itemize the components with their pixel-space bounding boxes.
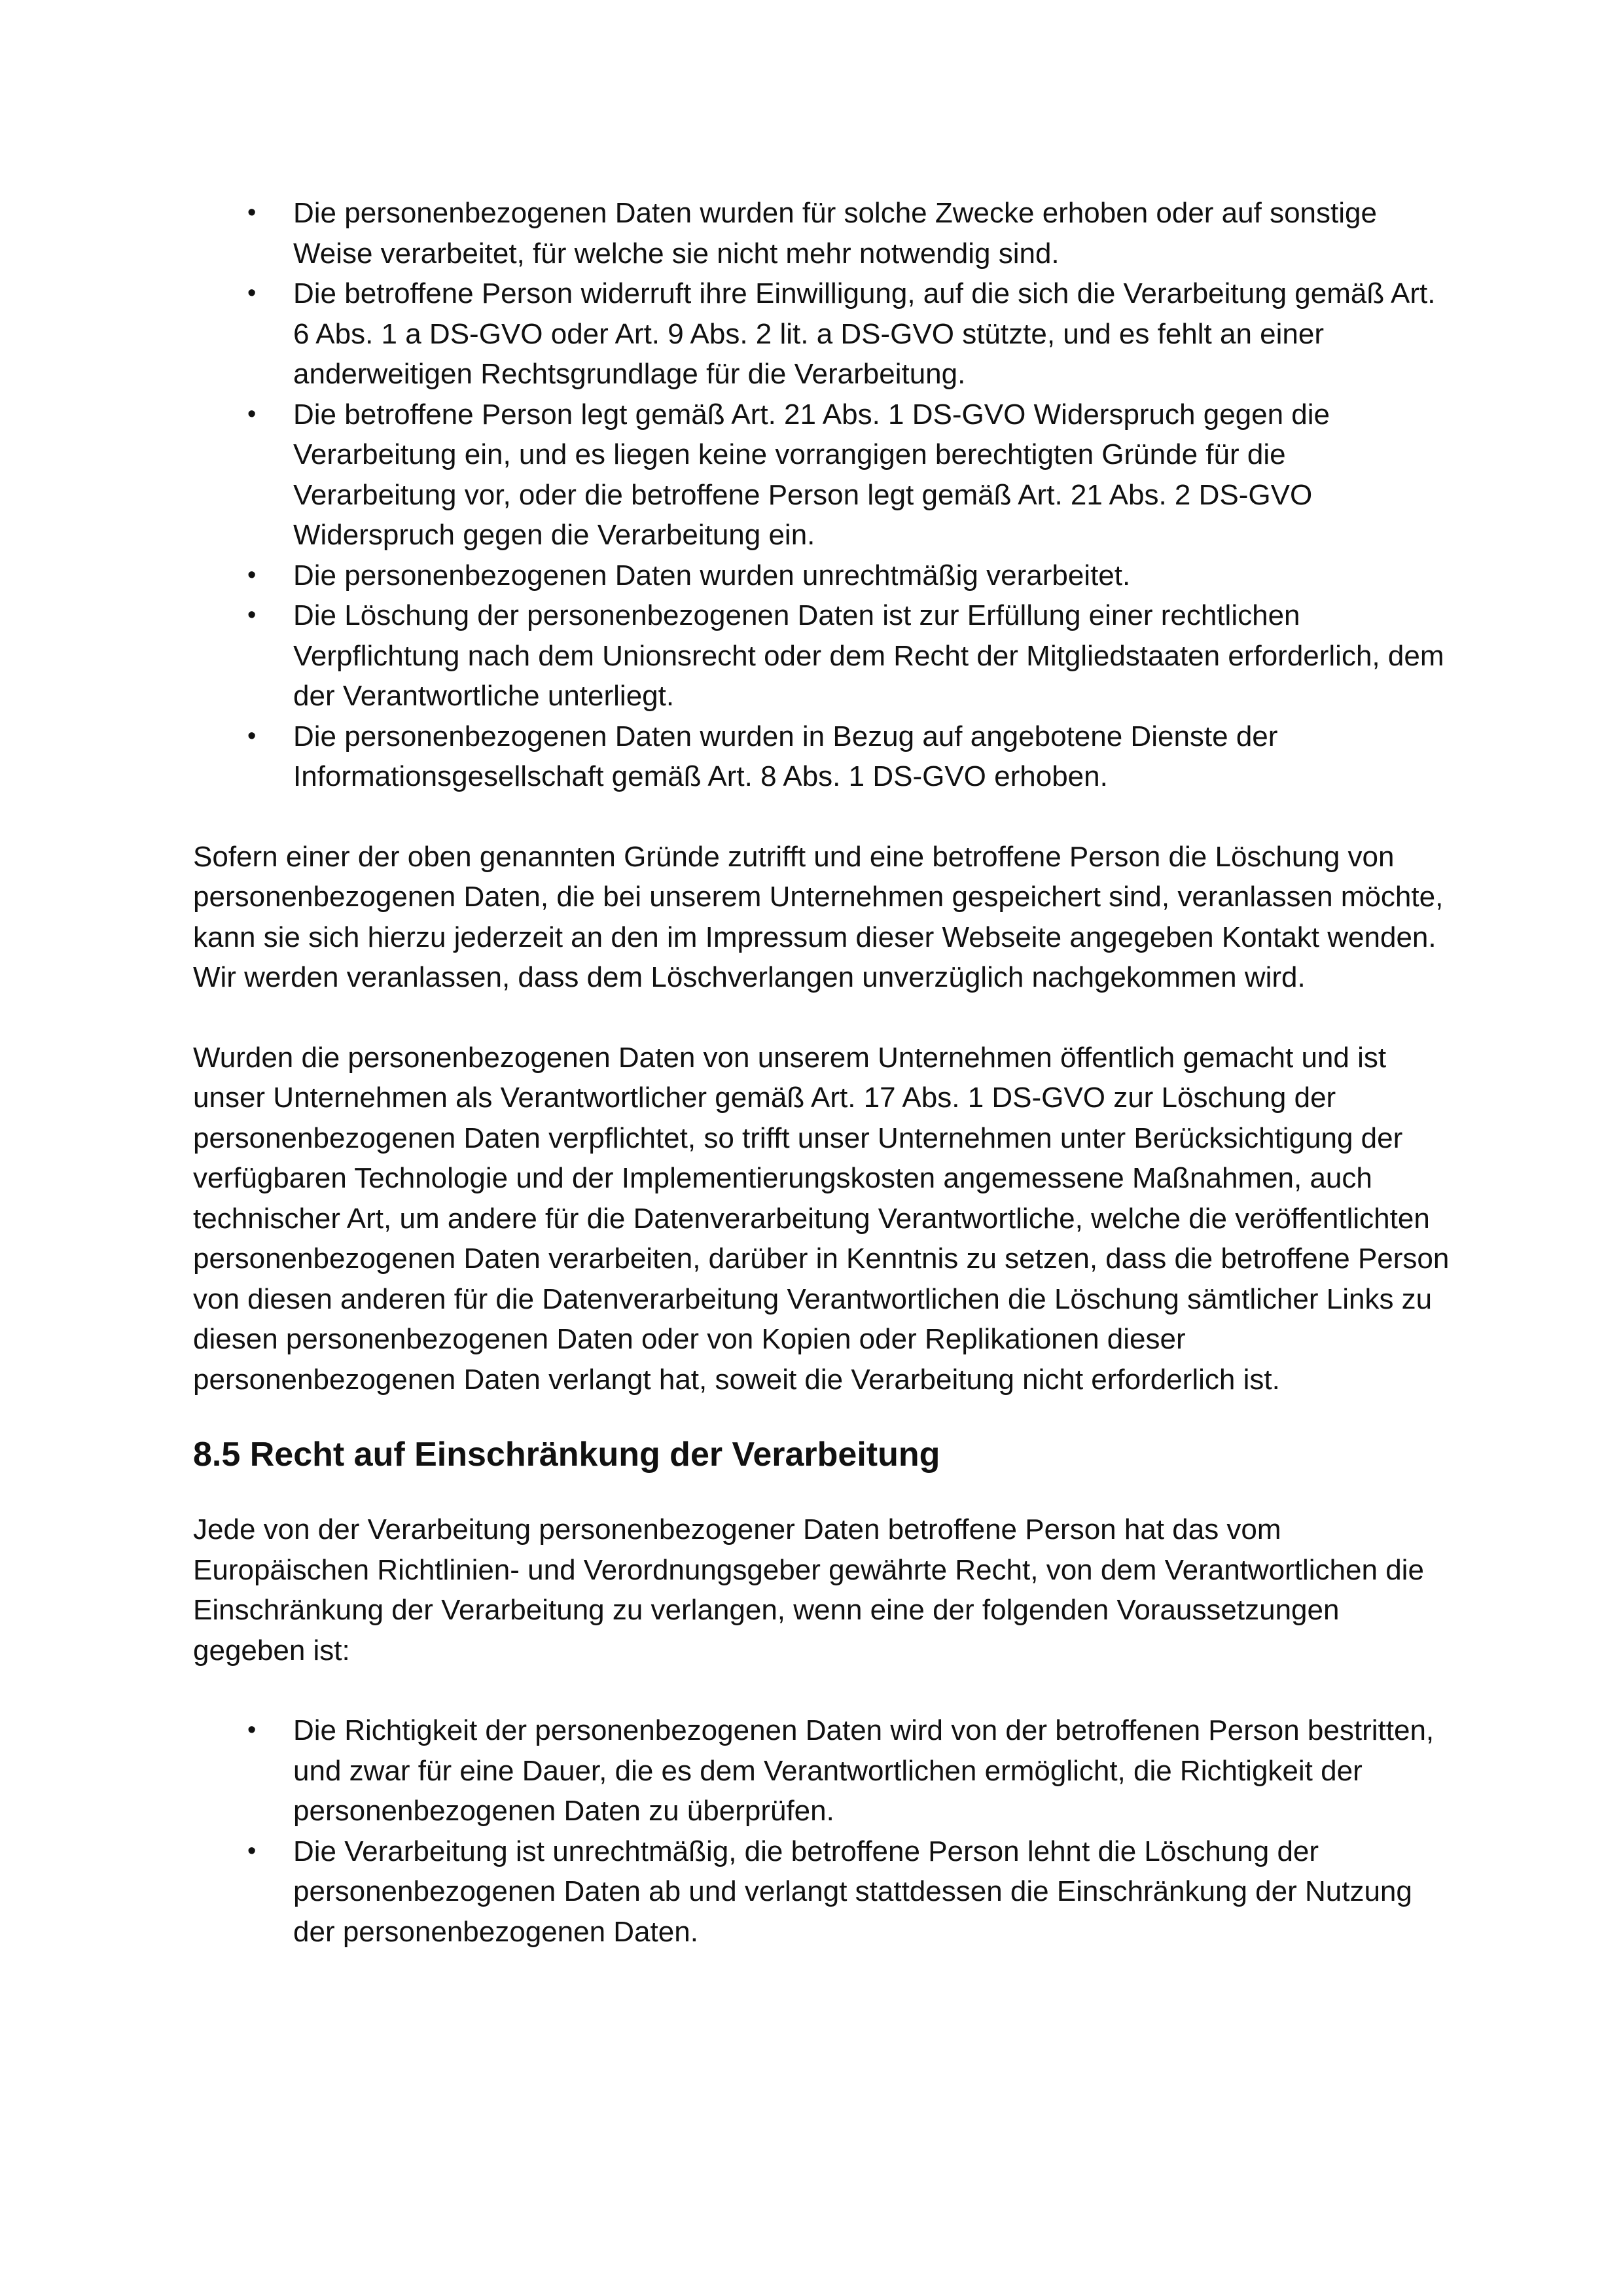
list-item-text: Die betroffene Person legt gemäß Art. 21 Abs. 1 DS-GVO Widerspruch gegen die Verarbeitung ein, und es liegen keine vorrangigen berechtigten Gründe für die Verarbeitung vor, oder die betroffene Person legt gemäß Art. 21 Abs. 2 DS-GVO Widerspruch gegen die Verarbeitung ein. [293,398,1330,551]
page-content [193,193,1456,1952]
paragraph-restriction-right: Jede von der Verarbeitung personenbezogener Daten betroffene Person hat das vom Europäischen Richtlinien- und Verordnungsgeber gewährte Recht, von dem Verantwortlichen die Einschränkung der Verarbeitung zu verlangen, wenn eine der folgenden Voraussetzungen gegeben ist: [193,1513,1424,1667]
bullet-icon: • [247,561,257,589]
list-item [193,716,1456,797]
list-item [193,1710,1456,1831]
list-item [193,395,1456,556]
bullet-list-erasure-grounds [193,193,1456,797]
list-item-text: Die Richtigkeit der personenbezogenen Daten wird von der betroffenen Person bestritten, und zwar für eine Dauer, die es dem Verantwortlichen ermöglicht, die Richtigkeit der personenbezogenen Daten zu überprüfen. [293,1714,1435,1827]
list-item [193,274,1456,395]
list-item-text: Die personenbezogenen Daten wurden unrechtmäßig verarbeitet. [293,559,1131,592]
list-item-text: Die betroffene Person widerruft ihre Einwilligung, auf die sich die Verarbeitung gemäß Art. 6 Abs. 1 a DS-GVO oder Art. 9 Abs. 2 lit. a DS-GVO stützte, und es fehlt an einer anderweitigen Rechtsgrundlage für die Verarbeitung. [293,277,1436,390]
section-heading: 8.5 Recht auf Einschränkung der Verarbeitung [193,1436,940,1474]
bullet-icon: • [247,1837,257,1865]
spacer [193,998,1456,1038]
list-item-text: Die Verarbeitung ist unrechtmäßig, die betroffene Person lehnt die Löschung der personenbezogenen Daten ab und verlangt stattdessen die Einschränkung der Nutzung der personenbezogenen Daten. [293,1835,1412,1948]
bullet-icon: • [247,400,257,428]
bullet-icon: • [247,1716,257,1744]
paragraph-erasure-request: Sofern einer der oben genannten Gründe zutrifft und eine betroffene Person die Löschung von personenbezogenen Daten, die bei unserem Unternehmen gespeichert sind, veranlassen möchte, kann sie sich hierzu jederzeit an den im Impressum dieser Webseite angegeben Kontakt wenden. Wir werden veranlassen, dass dem Löschverlangen unverzüglich nachgekommen wird. [193,840,1444,993]
spacer [193,1400,1456,1434]
spacer [193,797,1456,837]
bullet-icon: • [247,199,257,226]
list-item [193,556,1456,596]
list-item [193,595,1456,716]
list-item [193,193,1456,274]
list-item-text: Die personenbezogenen Daten wurden für solche Zwecke erhoben oder auf sonstige Weise verarbeitet, für welche sie nicht mehr notwendig sind. [293,197,1377,270]
list-item-text: Die personenbezogenen Daten wurden in Bezug auf angebotene Dienste der Informationsgesellschaft gemäß Art. 8 Abs. 1 DS-GVO erhoben. [293,720,1278,792]
bullet-list-restriction-conditions [193,1710,1456,1952]
list-item [193,1831,1456,1952]
bullet-icon: • [247,279,257,307]
bullet-icon: • [247,722,257,750]
bullet-icon: • [247,601,257,629]
spacer [193,1475,1456,1510]
list-item-text: Die Löschung der personenbezogenen Daten ist zur Erfüllung einer rechtlichen Verpflichtung nach dem Unionsrecht oder dem Recht der Mitgliedstaaten erforderlich, dem der Verantwortliche unterliegt. [293,599,1444,712]
paragraph-public-data: Wurden die personenbezogenen Daten von unserem Unternehmen öffentlich gemacht und ist unser Unternehmen als Verantwortlicher gemäß Art. 17 Abs. 1 DS-GVO zur Löschung der personenbezogenen Daten verpflichtet, so trifft unser Unternehmen unter Berücksichtigung der verfügbaren Technologie und der Implementierungskosten angemessene Maßnahmen, auch technischer Art, um andere für die Datenverarbeitung Verantwortliche, welche die veröffentlichten personenbezogenen Daten verarbeiten, darüber in Kenntnis zu setzen, dass die betroffene Person von diesen anderen für die Datenverarbeitung Verantwortlichen die Löschung sämtlicher Links zu diesen personenbezogenen Daten oder von Kopien oder Replikationen dieser personenbezogenen Daten verlangt hat, soweit die Verarbeitung nicht erforderlich ist. [193,1041,1450,1396]
spacer [193,1670,1456,1710]
